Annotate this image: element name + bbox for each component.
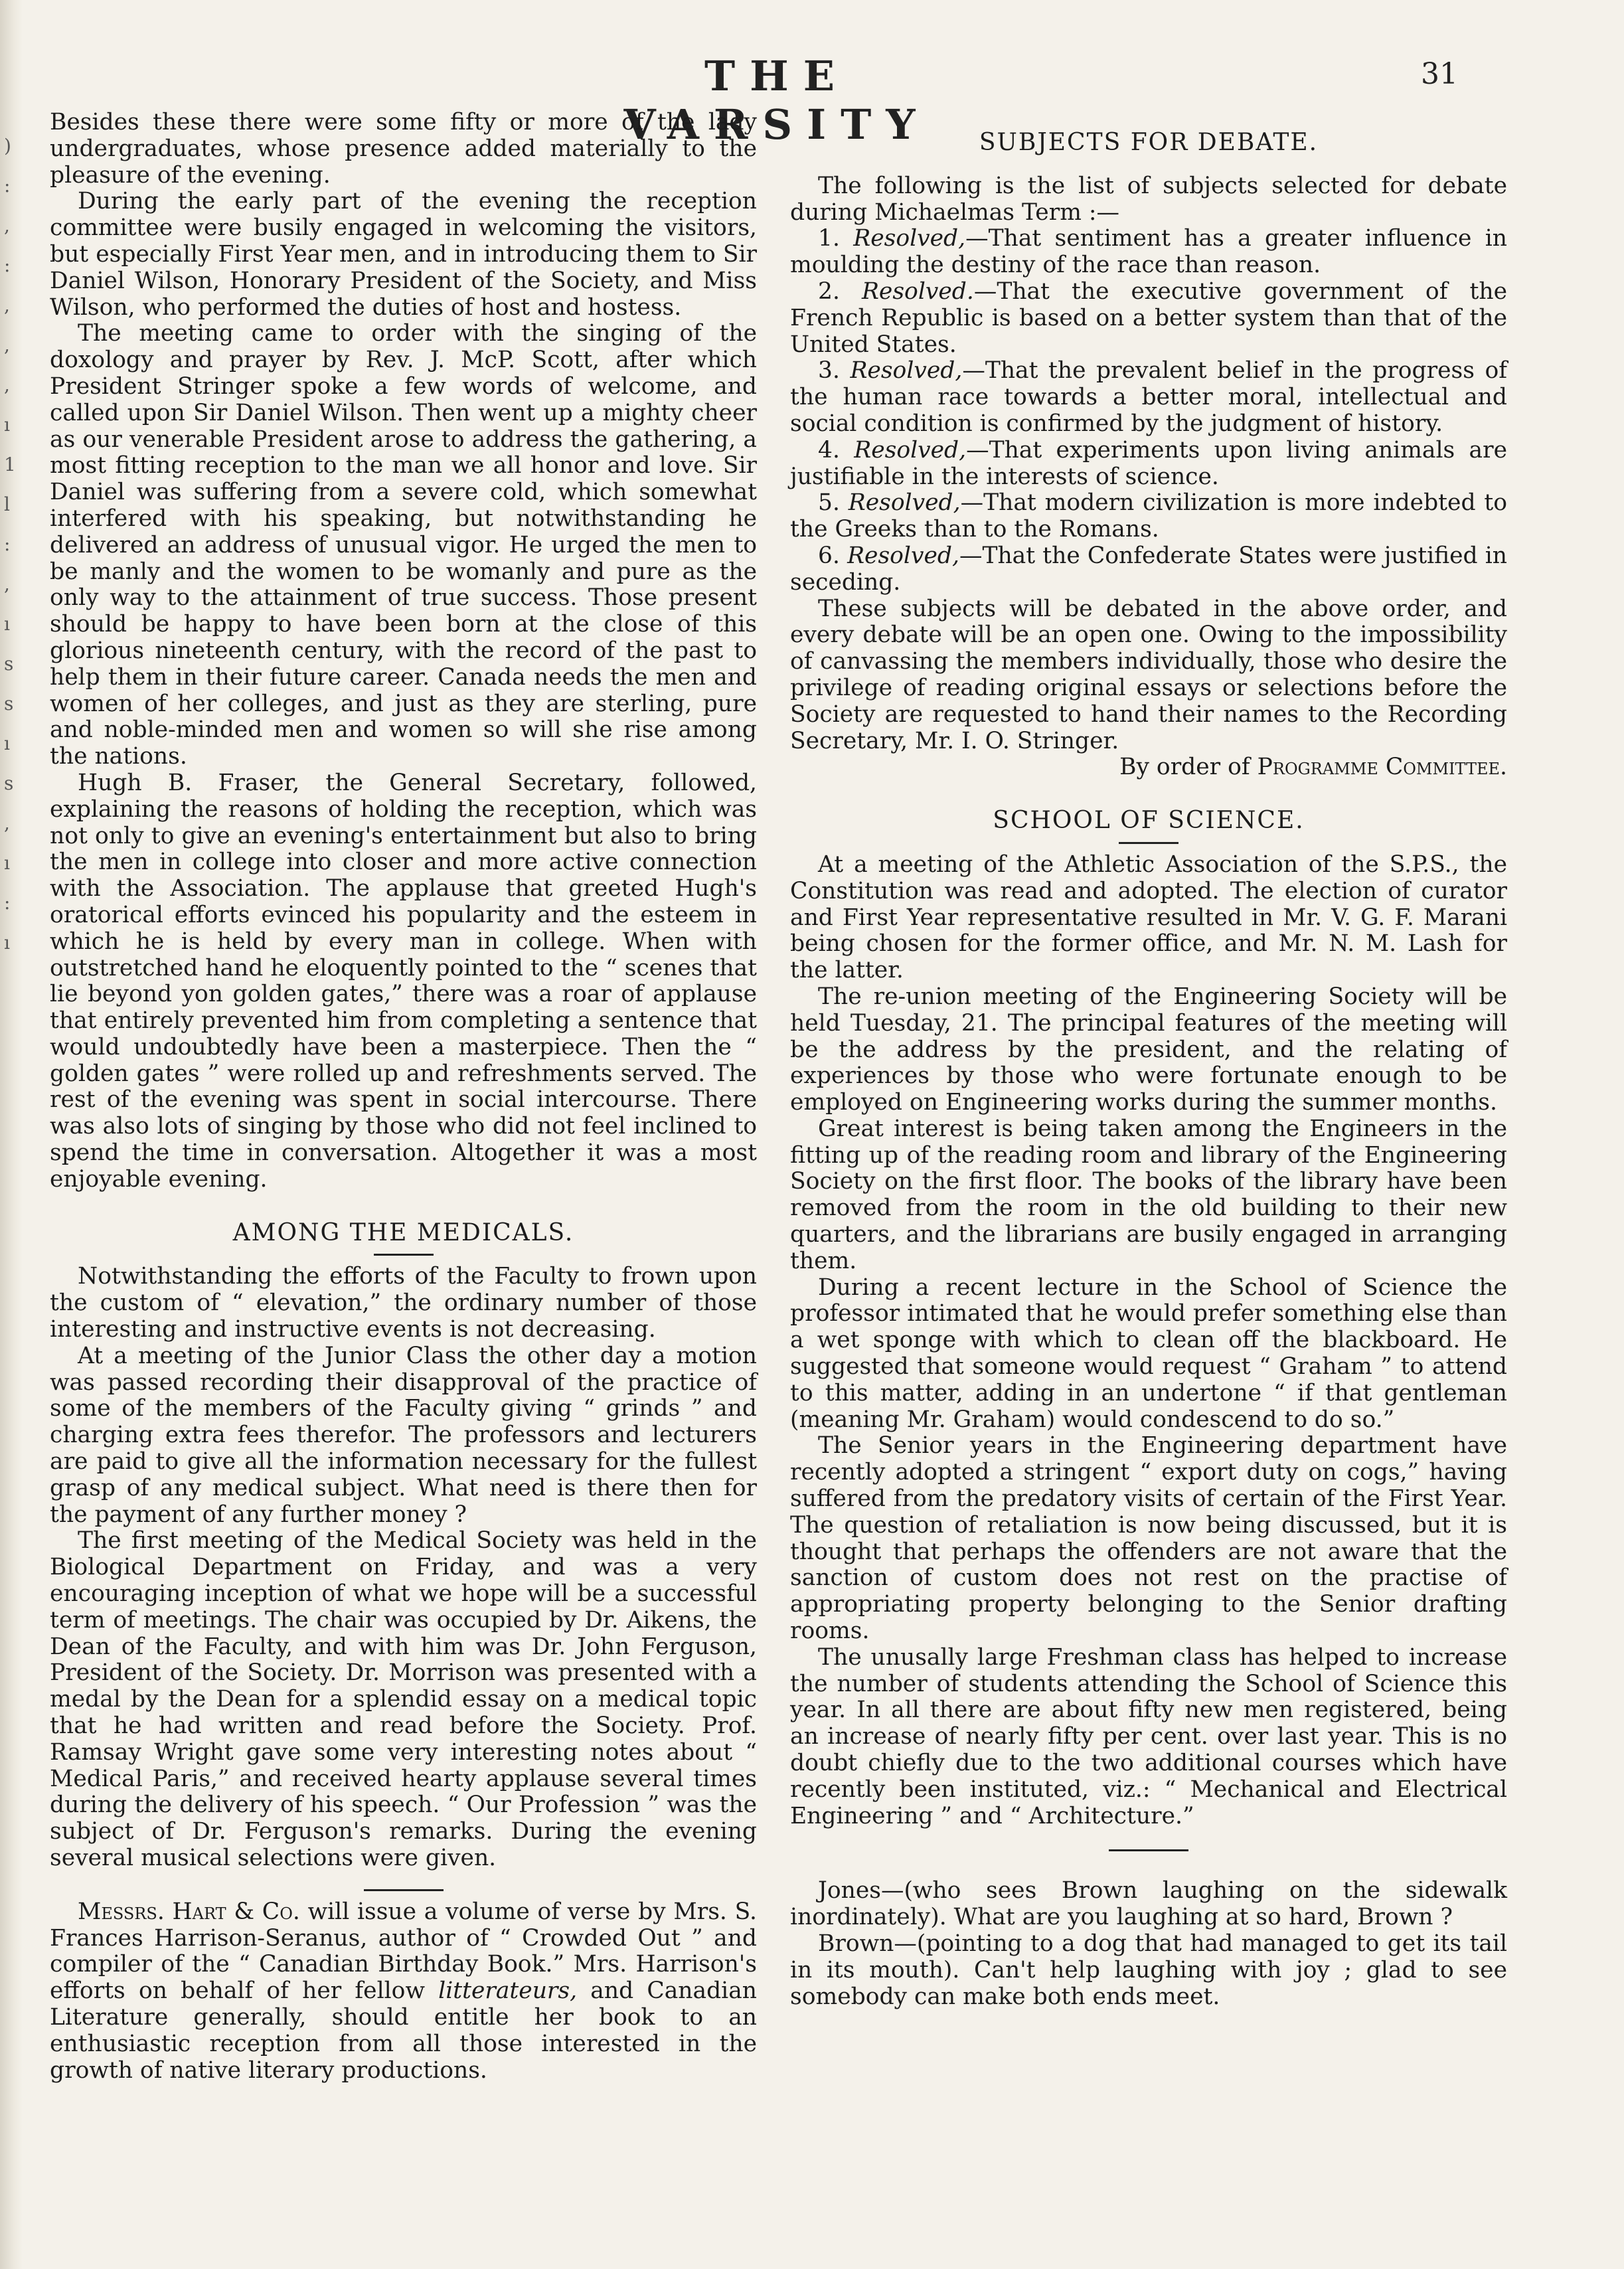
page-number: 31	[1421, 57, 1458, 91]
resolution-text: —That modern civilization is more indebted to the Greeks than to the Romans.	[790, 489, 1507, 543]
resolution-item	[790, 358, 1507, 437]
right-column	[790, 110, 1507, 2010]
resolution-number: 6.	[818, 542, 840, 569]
resolution-word: Resolved,	[853, 225, 966, 252]
section-divider	[364, 1889, 444, 1891]
article-paragraph: Great interest is being taken among the Engineers in the fitting up of the reading room and library of the Engineering Society on the first floor. The books of the library have been removed from the room in the old building to their new quarters, and the librarians are busily engaged in arranging them.	[790, 1115, 1507, 1274]
page-gutter	[0, 0, 23, 2269]
resolution-text: —That the Confederate States were justified in seceding.	[790, 542, 1508, 596]
resolution-text: —That experiments upon living animals are justifiable in the interests of science.	[790, 436, 1507, 490]
resolution-number: 3.	[818, 357, 840, 384]
announcement-lead: Messrs. Hart & Co.	[78, 1898, 300, 1925]
article-paragraph: Hugh B. Fraser, the General Secretary, followed, explaining the reasons of holding the reception, which was not only to give an evening's entertainment but also to bring the men in college into closer and more active connection with the Association. The applause that greeted Hugh's oratorical efforts evinced his popularity and the esteem in which he is held by every man in college. When with outstretched hand he eloquently pointed to the “ scenes that lie beyond yon golden gates,” there was a roar of applause that entirely prevented him from completing a sentence that would undoubtedly have been a masterpiece. Then the “ golden gates ” were rolled up and refreshments served. The rest of the evening was spent in social intercourse. There was also lots of singing by those who did not feel inclined to spend the time in conversation. Altogether it was a most enjoyable evening.	[50, 769, 757, 1193]
announcement-text-1: will issue a volume of verse by Mrs. S. Frances Harrison-Seranus, author of “ Crowded Out ” and compiler of the “ Canadian Birthday Book.” Mrs. Harrison's efforts on behalf of her fellow	[50, 1898, 758, 2005]
article-paragraph: During the early part of the evening the reception committee were busily engaged in welcoming the visitors, but especially First Year men, and in introducing them to Sir Daniel Wilson, Honorary President of the Society, and Miss Wilson, who performed the duties of host and hostess.	[50, 188, 757, 321]
resolution-item	[790, 226, 1507, 279]
resolution-text: —That the executive government of the French Republic is based on a better system than that of the United States.	[790, 278, 1507, 358]
resolution-item	[790, 490, 1507, 543]
resolution-word: Resolved,	[854, 436, 967, 463]
masthead-title: THE VARSITY	[623, 52, 930, 149]
resolution-text: —That sentiment has a greater influence in moulding the destiny of the race than reason.	[790, 225, 1507, 279]
article-paragraph: The meeting came to order with the singing of the doxology and prayer by Rev. J. McP. Scott, after which President Stringer spoke a few words of welcome, and called upon Sir Daniel Wilson. Then went up a mighty cheer as our venerable President arose to address the gathering, a most fitting reception to the man we all honor and love. Sir Daniel was suffering from a severe cold, which somewhat interfered with his speaking, but notwithstanding he delivered an address of unusual vigor. He urged the men to be manly and the women to be womanly and pure as the only way to the attainment of true success. Those present should be happy to have been born at the close of this glorious nineteenth century, with the record of the past to help them in their future career. Canada needs the men and women of her colleges, and just as they are sterling, pure and noble-minded men and women so will she rise among the nations.	[50, 320, 757, 770]
signature-prefix: By order of	[1119, 754, 1258, 781]
resolution-word: Resolved.	[861, 278, 974, 305]
article-paragraph: At a meeting of the Junior Class the other day a motion was passed recording their disapproval of the practice of some of the members of the Faculty giving “ grinds ” and charging extra fees therefor. The professors and lecturers are paid to give all the information necessary for the fullest grasp of any medical subject. What need is there then for the payment of any further money ?	[50, 1342, 757, 1528]
joke-paragraph: Brown—(pointing to a dog that had managed to get its tail in its mouth). Can't help laughing with joy ; glad to see somebody can make both ends meet.	[790, 1930, 1507, 2010]
resolution-word: Resolved,	[850, 357, 963, 384]
debate-intro: The following is the list of subjects selected for debate during Michaelmas Term :—	[790, 172, 1507, 226]
section-heading-medicals: AMONG THE MEDICALS.	[232, 1219, 574, 1246]
section-divider	[1109, 1849, 1188, 1851]
resolution-item	[790, 279, 1507, 358]
article-paragraph: The unusally large Freshman class has helped to increase the number of students attending the School of Science this year. In all there are about fifty new men registered, being an increase of nearly fifty per cent. over last year. This is no doubt chiefly due to the two additional courses which have recently been instituted, viz.: “ Mechanical and Electrical Engineering ” and “ Architecture.”	[790, 1643, 1507, 1829]
heading-rule	[374, 1254, 434, 1256]
resolution-item	[790, 543, 1507, 596]
announcement-italic: litterateurs,	[438, 1977, 578, 2005]
joke-paragraph: Jones—(who sees Brown laughing on the sidewalk inordinately). What are you laughing at so hard, Brown ?	[790, 1877, 1507, 1931]
announcement-paragraph	[50, 1899, 757, 2084]
resolution-number: 5.	[818, 489, 840, 517]
article-paragraph: The Senior years in the Engineering department have recently adopted a stringent “ export duty on cogs,” having suffered from the predatory visits of certain of the First Year. The question of retaliation is now being discussed, but it is thought that perhaps the offenders are not aware that the sanction of custom does not rest on the practise of appropriating property belonging to the Senior drafting rooms.	[790, 1432, 1507, 1645]
article-paragraph: At a meeting of the Athletic Association of the S.P.S., the Constitution was read and adopted. The election of curator and First Year representative resulted in Mr. V. G. F. Marani being chosen for the former office, and Mr. N. M. Lash for the latter.	[790, 851, 1507, 984]
section-heading-debate: SUBJECTS FOR DEBATE.	[979, 129, 1319, 156]
article-paragraph: Besides these there were some fifty or more of the lady undergraduates, whose presence added materially to the pleasure of the evening.	[50, 109, 757, 189]
article-paragraph: Notwithstanding the efforts of the Faculty to frown upon the custom of “ elevation,” the ordinary number of those interesting and instructive events is not decreasing.	[50, 1263, 757, 1343]
resolution-list	[790, 226, 1507, 596]
article-paragraph: During a recent lecture in the School of Science the professor intimated that he would prefer something else than a wet sponge with which to clean off the blackboard. He suggested that someone would request “ Graham ” to attend to this matter, adding in an undertone “ if that gentleman (meaning Mr. Graham) would condescend to do so.”	[790, 1274, 1507, 1433]
heading-rule	[1119, 842, 1178, 844]
resolution-word: Resolved,	[847, 542, 959, 569]
resolution-item	[790, 438, 1507, 491]
debate-signature	[790, 754, 1507, 781]
gutter-marks: ) : , : , , , ı 1 l : , ı s s ı s , ı : ı	[4, 135, 16, 954]
left-column	[50, 110, 757, 2084]
article-paragraph: The first meeting of the Medical Society was held in the Biological Department on Friday, and was a very encouraging inception of what we hope will be a successful term of meetings. The chair was occupied by Dr. Aikens, the Dean of the Faculty, and with him was Dr. John Ferguson, President of the Society. Dr. Morrison was presented with a medal by the Dean for a splendid essay on a medical topic that he had written and read before the Society. Prof. Ramsay Wright gave some very interesting notes about “ Medical Paris,” and received hearty applause several times during the delivery of his speech. “ Our Profession ” was the subject of Dr. Ferguson's remarks. During the evening several musical selections were given.	[50, 1527, 757, 1871]
signature-committee: Programme Committee.	[1257, 754, 1507, 781]
article-paragraph: The re-union meeting of the Engineering Society will be held Tuesday, 21. The principal features of the meeting will be the address by the president, and the relating of experiences by those who were fortunate enough to be employed on Engineering works during the summer months.	[790, 983, 1507, 1116]
resolution-number: 2.	[818, 278, 840, 305]
announcement-text-2: and Canadian Literature generally, should entitle her book to an enthusiastic reception from all those interested in the growth of native literary productions.	[50, 1977, 757, 2084]
resolution-number: 1.	[818, 225, 840, 252]
section-heading-science: SCHOOL OF SCIENCE.	[993, 807, 1305, 835]
resolution-number: 4.	[818, 436, 840, 463]
debate-closing: These subjects will be debated in the above order, and every debate will be an open one. Owing to the impossibility of canvassing the members individually, those who desire the privilege of reading original essays or selections before the Society are requested to hand their names to the Recording Secretary, Mr. I. O. Stringer.	[790, 595, 1507, 754]
resolution-word: Resolved,	[848, 489, 961, 517]
resolution-text: —That the prevalent belief in the progress of the human race towards a better moral, intellectual and social condition is confirmed by the judgment of history.	[790, 357, 1508, 437]
